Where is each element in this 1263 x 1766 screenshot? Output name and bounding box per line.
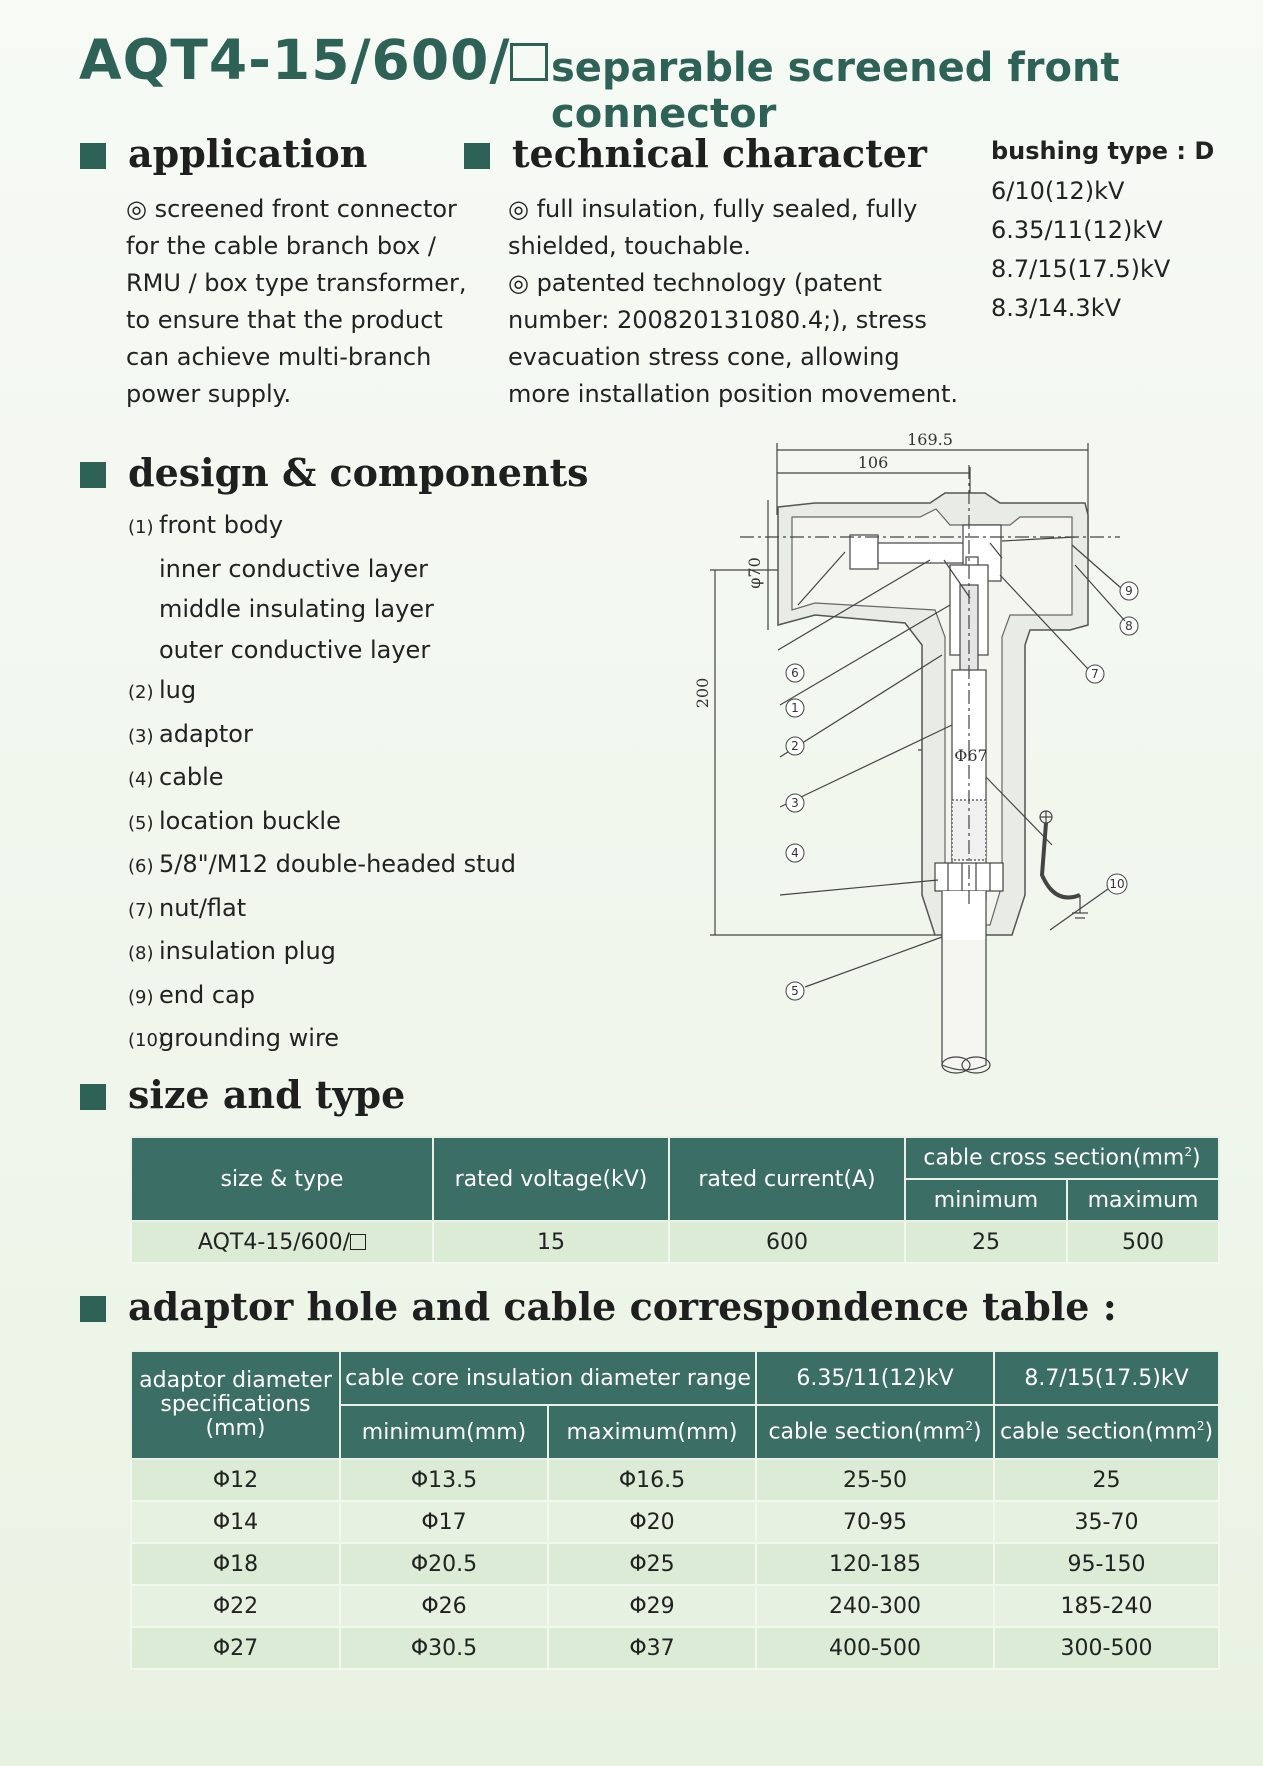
callout-10: 10 xyxy=(1109,877,1125,891)
cable-section-header: cable $section(mm^2)$ xyxy=(756,1405,994,1459)
application-line: ◎ screened front connector xyxy=(126,195,457,223)
technical-line: number: 200820131080.4;), stress xyxy=(508,306,927,334)
bushing-value: 6/10(12)kV xyxy=(991,177,1125,205)
bushing-type-heading: bushing type : D xyxy=(991,137,1215,165)
product-description: separable screened front connector xyxy=(551,45,1120,137)
component-item: (9) end cap xyxy=(128,980,255,1009)
section-v1-cell: 120-185 xyxy=(756,1543,994,1585)
application-text xyxy=(126,191,466,413)
callout-2: 2 xyxy=(791,739,799,753)
min-section-cell: 25 xyxy=(905,1221,1067,1263)
bushing-value: 8.7/15(17.5)kV xyxy=(991,255,1171,283)
callout-4: 4 xyxy=(791,846,799,860)
component-item: (8) insulation plug xyxy=(128,937,336,965)
technical-line: ◎ full insulation, fully sealed, fully xyxy=(508,195,918,223)
technical-line: ◎ patented technology (patent xyxy=(508,269,882,297)
max-cell: Φ16.5 xyxy=(548,1459,756,1501)
callout-6: 6 xyxy=(791,666,799,680)
component-item: outer conductive layer xyxy=(159,635,431,664)
dimension-total-label: 169.5 xyxy=(907,430,953,449)
rated-current-header: rated current(A) xyxy=(669,1137,905,1221)
application-line: power supply. xyxy=(126,380,292,408)
product-model-title: AQT4-15/600/ xyxy=(79,28,548,92)
adaptor-table-heading: adaptor hole and cable correspondence table : xyxy=(128,1284,1117,1329)
components-list xyxy=(128,505,516,1062)
component-item: (4) cable xyxy=(128,763,224,791)
component-item: (3) adaptor xyxy=(128,719,253,748)
section-v1-cell: 70-95 xyxy=(756,1501,994,1543)
component-item: (10)grounding wire xyxy=(128,1024,340,1052)
adaptor-cell: Φ14 xyxy=(131,1501,340,1543)
connector-technical-drawing xyxy=(680,425,1160,1085)
adaptor-cell: Φ27 xyxy=(131,1627,340,1669)
current-cell: 600 xyxy=(669,1221,905,1263)
table-row xyxy=(131,1543,1219,1585)
section-bullet-icon xyxy=(80,462,106,488)
max-diameter-header: maximum(mm) xyxy=(548,1405,756,1459)
bushing-values xyxy=(991,172,1170,328)
component-item: (5) location buckle xyxy=(128,806,341,835)
component-item: (6) 5/8"/M12 double-headed stud xyxy=(128,850,516,878)
dimension-height-label: 200 xyxy=(693,677,712,709)
stud-part xyxy=(850,535,878,569)
section-v2-cell: 35-70 xyxy=(994,1501,1219,1543)
application-heading: application xyxy=(128,131,368,176)
voltage-2-header: 8.7/15(17.5)kV xyxy=(994,1351,1219,1405)
placeholder-box-icon xyxy=(510,43,548,81)
maximum-header: maximum xyxy=(1067,1179,1219,1221)
placeholder-box-icon xyxy=(350,1234,366,1250)
min-cell: Φ26 xyxy=(340,1585,548,1627)
min-cell: Φ13.5 xyxy=(340,1459,548,1501)
section-v1-cell: 240-300 xyxy=(756,1585,994,1627)
cable-section-header: cable $section(mm^2)$ xyxy=(994,1405,1219,1459)
bushing-value: 6.35/11(12)kV xyxy=(991,216,1163,244)
component-item: (2) lug xyxy=(128,676,197,704)
section-bullet-icon xyxy=(80,1084,106,1110)
table-row xyxy=(131,1221,1219,1263)
max-section-cell: 500 xyxy=(1067,1221,1219,1263)
max-cell: Φ20 xyxy=(548,1501,756,1543)
section-v2-cell: 95-150 xyxy=(994,1543,1219,1585)
application-line: to ensure that the product xyxy=(126,306,443,334)
table-row xyxy=(131,1627,1219,1669)
section-v1-cell: 400-500 xyxy=(756,1627,994,1669)
max-cell: Φ37 xyxy=(548,1627,756,1669)
section-v2-cell: 25 xyxy=(994,1459,1219,1501)
callout-8: 8 xyxy=(1125,619,1133,633)
technical-heading: technical character xyxy=(512,131,927,176)
section-bullet-icon xyxy=(80,143,106,169)
size-type-cell: AQT4-15/600/ xyxy=(131,1221,433,1263)
dimension-diameter-70-label: φ70 xyxy=(745,557,764,589)
callout-3: 3 xyxy=(791,796,799,810)
component-item: (1) front body xyxy=(128,511,284,539)
section-bullet-icon xyxy=(464,143,490,169)
min-cell: Φ17 xyxy=(340,1501,548,1543)
section-v2-cell: 300-500 xyxy=(994,1627,1219,1669)
adaptor-cell: Φ22 xyxy=(131,1585,340,1627)
voltage-cell: 15 xyxy=(433,1221,669,1263)
callout-7: 7 xyxy=(1091,667,1099,681)
bushing-value: 8.3/14.3kV xyxy=(991,294,1122,322)
technical-line: more installation position movement. xyxy=(508,380,959,408)
design-heading: design & components xyxy=(128,450,589,495)
max-cell: Φ25 xyxy=(548,1543,756,1585)
table-row xyxy=(131,1501,1219,1543)
voltage-1-header: 6.35/11(12)kV xyxy=(756,1351,994,1405)
application-line: for the cable branch box / xyxy=(126,232,436,260)
component-item: (7) nut/flat xyxy=(128,893,247,922)
technical-line: shielded, touchable. xyxy=(508,232,752,260)
adaptor-correspondence-table xyxy=(130,1350,1220,1670)
rated-voltage-header: rated voltage(kV) xyxy=(433,1137,669,1221)
section-v1-cell: 25-50 xyxy=(756,1459,994,1501)
size-type-header: size & type xyxy=(131,1137,433,1221)
dimension-diameter-67-label: Φ67 xyxy=(954,746,988,765)
cross-section-header: cable cross $section(mm^2)$ xyxy=(905,1137,1219,1179)
table-row xyxy=(131,1585,1219,1627)
application-line: RMU / box type transformer, xyxy=(126,269,467,297)
callout-9: 9 xyxy=(1125,584,1133,598)
insulation-range-header: cable core insulation diameter range xyxy=(340,1351,756,1405)
max-cell: Φ29 xyxy=(548,1585,756,1627)
callout-1: 1 xyxy=(791,701,799,715)
technical-line: evacuation stress cone, allowing xyxy=(508,343,900,371)
section-bullet-icon xyxy=(80,1296,106,1322)
callout-5: 5 xyxy=(791,984,799,998)
min-diameter-header: minimum(mm) xyxy=(340,1405,548,1459)
minimum-header: minimum xyxy=(905,1179,1067,1221)
min-cell: Φ30.5 xyxy=(340,1627,548,1669)
dimension-partial-label: 106 xyxy=(857,453,889,472)
technical-text xyxy=(508,191,958,413)
application-line: can achieve multi-branch xyxy=(126,343,432,371)
size-type-heading: size and type xyxy=(128,1072,406,1117)
min-cell: Φ20.5 xyxy=(340,1543,548,1585)
component-item: inner conductive layer xyxy=(159,554,428,583)
size-type-table xyxy=(130,1136,1220,1264)
section-v2-cell: 185-240 xyxy=(994,1585,1219,1627)
component-item: middle insulating layer xyxy=(159,595,434,623)
adaptor-cell: Φ12 xyxy=(131,1459,340,1501)
adaptor-cell: Φ18 xyxy=(131,1543,340,1585)
table-row xyxy=(131,1459,1219,1501)
adaptor-diameter-header: adaptor diameter specifications (mm) xyxy=(131,1351,340,1459)
